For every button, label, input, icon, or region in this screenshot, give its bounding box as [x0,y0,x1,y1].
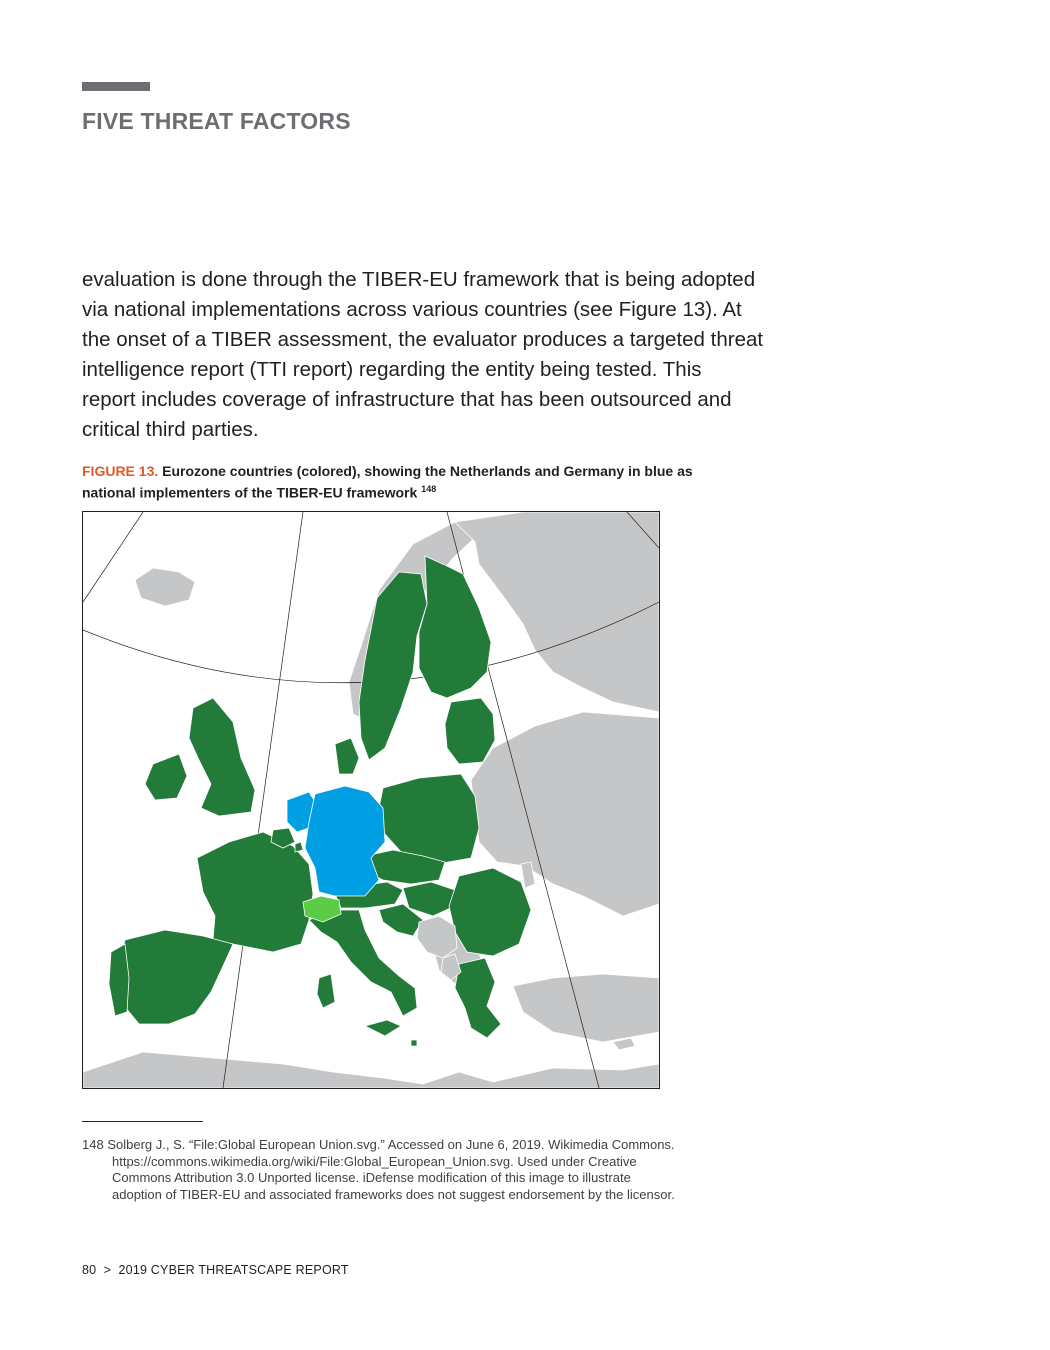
romania-bulgaria-shape [449,868,531,956]
europe-map-svg [83,512,659,1088]
footnote-line: Commons Attribution 3.0 Unported license. iDefense modification of this image to illustrate [112,1170,631,1185]
north-africa-landmass [83,1052,659,1088]
russia-north-landmass [455,512,659,712]
footer-separator: > [103,1263,112,1277]
section-title: FIVE THREAT FACTORS [82,108,351,134]
body-line: the onset of a TIBER assessment, the evaluator produces a targeted threat [82,328,764,351]
luxembourg-shape [295,842,303,852]
serbia-bosnia-shape [417,916,457,958]
footnote-first-line [82,1137,842,1154]
figure-caption-line-2 [82,480,842,502]
body-line: report includes coverage of infrastructure that has been outsourced and [82,388,732,411]
estonia-latvia-lithuania-shape [445,698,495,764]
footnote-rule [82,1121,203,1122]
footnote-text: Solberg J., S. “File:Global European Union.svg.” Accessed on June 6, 2019. Wikimedia Commons. [107,1137,675,1152]
sweden-shape [359,572,427,760]
footnote-number: 148 [82,1137,104,1152]
uk-shape [189,698,255,816]
sardinia-shape [317,974,335,1008]
footnote-line: https://commons.wikimedia.org/wiki/File:Global_European_Union.svg. Used under Creative [112,1153,637,1169]
footnote-line: adoption of TIBER-EU and associated frameworks does not suggest endorsement by the licensor. [112,1186,675,1202]
denmark-shape [335,738,359,774]
figure-caption-text: national implementers of the TIBER-EU framework [82,484,418,501]
malta-shape [411,1040,417,1046]
body-line: critical third parties. [82,418,259,441]
germany-shape [305,786,385,896]
body-line: via national implementations across various countries (see Figure 13). At [82,298,742,321]
turkey-landmass [513,974,659,1042]
body-paragraph [82,265,852,445]
report-title: 2019 CYBER THREATSCAPE REPORT [118,1263,349,1277]
graticule-meridian [83,512,143,602]
footnote [82,1137,842,1203]
page-number: 80 [82,1263,97,1277]
iceland-landmass [135,568,195,606]
body-line: evaluation is done through the TIBER-EU framework that is being adopted [82,268,756,291]
portugal-shape [109,944,129,1016]
page-footer [82,1263,349,1277]
footnote-reference: 148 [421,484,437,494]
body-line: intelligence report (TTI report) regarding the entity being tested. This [82,358,702,381]
figure-label: FIGURE 13. [82,463,159,479]
europe-map [82,511,660,1089]
ireland-shape [145,754,187,800]
greece-shape [455,958,501,1038]
figure-caption [82,462,842,502]
finland-shape [419,556,491,698]
figure-caption-text: Eurozone countries (colored), showing the Netherlands and Germany in blue as [162,463,693,479]
section-rule-bar [82,82,150,91]
figure-caption-line-1 [82,462,842,480]
sicily-shape [365,1020,401,1036]
spain-shape [117,930,233,1024]
